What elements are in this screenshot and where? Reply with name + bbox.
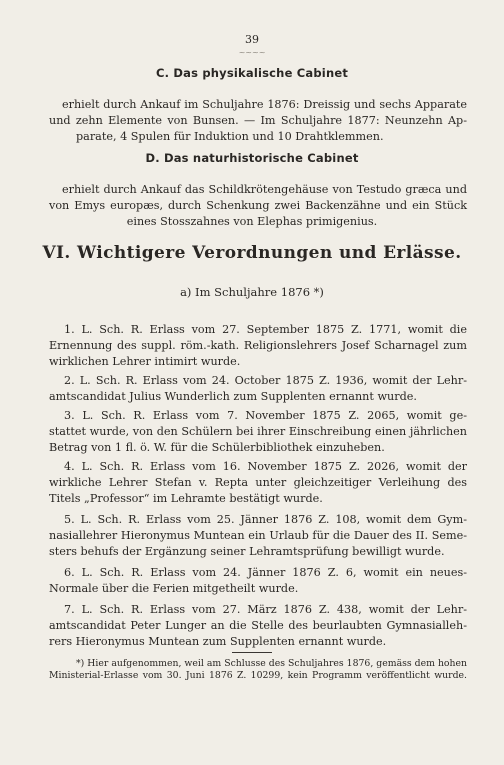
entry-line: 5. L. Sch. R. Erlass vom 25. Jänner 1876 Z. 108, womit dem Gym- — [64, 513, 467, 526]
footnote-line: *) Hier aufgenommen, weil am Schlusse des Schuljahres 1876, gemäss dem hohen — [76, 658, 467, 669]
entry-line: wirklichen Lehrer intimirt wurde. — [49, 355, 241, 368]
section-c-line: parate, 4 Spulen für Induktion und 10 Drahtklemmen. — [76, 130, 384, 143]
section-c-line: und zehn Elemente von Bunsen. — Im Schuljahre 1877: Neunzehn Ap- — [49, 114, 467, 127]
entry-line: Betrag von 1 fl. ö. W. für die Schülerbibliothek einzuheben. — [49, 441, 385, 454]
entry-line: wirkliche Lehrer Stefan v. Repta unter gleichzeitiger Verleihung des — [49, 476, 467, 489]
section-d-line: erhielt durch Ankauf das Schildkrötengehäuse von Testudo græca und — [62, 183, 467, 196]
entry-line: stattet wurde, von den Schülern bei ihrer Einschreibung einen jährlichen — [49, 425, 467, 438]
section-d-line: von Emys europæs, durch Schenkung zwei Backenzähne und ein Stück — [49, 199, 467, 212]
ornament: ~~~~ — [238, 48, 266, 57]
entry-line: 2. L. Sch. R. Erlass vom 24. October 1875 Z. 1936, womit der Lehr- — [64, 374, 467, 387]
section-c-line: erhielt durch Ankauf im Schuljahre 1876: Dreissig und sechs Apparate — [62, 98, 467, 111]
entry-line: 4. L. Sch. R. Erlass vom 16. November 1875 Z. 2026, womit der — [64, 460, 467, 473]
chapter-subheading: a) Im Schuljahre 1876 *) — [180, 285, 324, 299]
section-d-heading: D. Das naturhistorische Cabinet — [145, 151, 359, 165]
entry-line: amtscandidat Julius Wunderlich zum Supplenten ernannt wurde. — [49, 390, 417, 403]
entry-line: 3. L. Sch. R. Erlass vom 7. November 1875 Z. 2065, womit ge- — [64, 409, 467, 422]
entry-line: Ernennung des suppl. röm.-kath. Religionslehrers Josef Scharnagel zum — [49, 339, 467, 352]
entry-line: 1. L. Sch. R. Erlass vom 27. September 1875 Z. 1771, womit die — [64, 323, 467, 336]
entry-line: Titels „Professor“ im Lehramte bestätigt wurde. — [49, 492, 323, 505]
entry-line: amtscandidat Peter Lunger an die Stelle des beurlaubten Gymnasialleh- — [49, 619, 467, 632]
entry-line: Normale über die Ferien mitgetheilt wurde. — [49, 582, 299, 595]
footnote-line: Ministerial-Erlasse vom 30. Juni 1876 Z. 10299, kein Programm veröffentlicht wurde. — [49, 670, 467, 681]
footnote-rule — [232, 652, 272, 653]
entry-line: 7. L. Sch. R. Erlass vom 27. März 1876 Z. 438, womit der Lehr- — [64, 603, 467, 616]
entry-line: sters behufs der Ergänzung seiner Lehramtsprüfung bewilligt wurde. — [49, 545, 445, 558]
entry-line: nasiallehrer Hieronymus Muntean ein Urlaub für die Dauer des II. Seme- — [49, 529, 467, 542]
entry-line: 6. L. Sch. R. Erlass vom 24. Jänner 1876 Z. 6, womit ein neues- — [64, 566, 467, 579]
page-number: 39 — [245, 33, 259, 46]
entry-line: rers Hieronymus Muntean zum Supplenten ernannt wurde. — [49, 635, 387, 648]
section-d-line: eines Stosszahnes von Elephas primigenius. — [126, 215, 378, 228]
chapter-heading: VI. Wichtigere Verordnungen und Erlässe. — [42, 243, 462, 263]
section-c-heading: C. Das physikalische Cabinet — [155, 66, 349, 80]
